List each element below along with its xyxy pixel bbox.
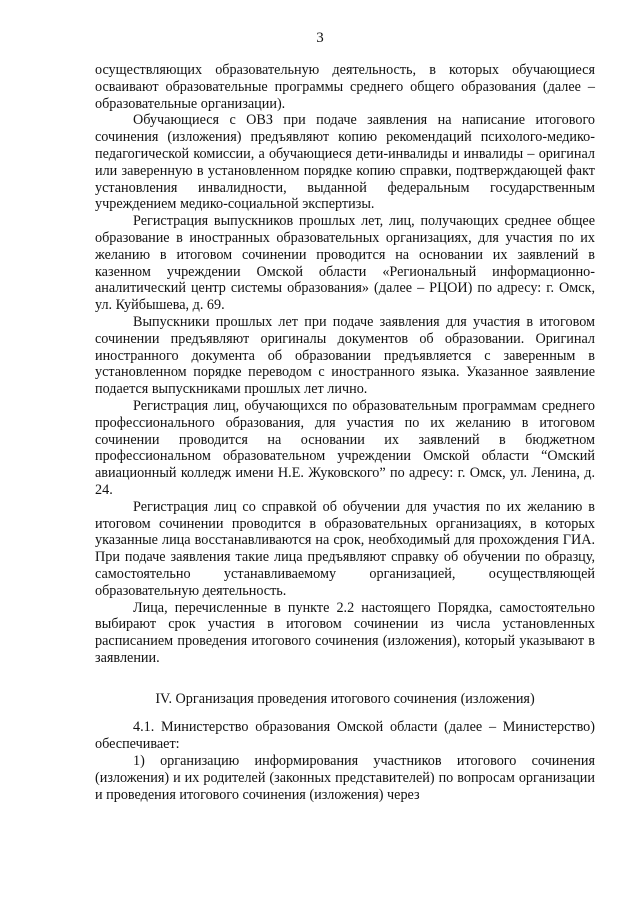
paragraph-spo-registration: Регистрация лиц, обучающихся по образовательным программам среднего профессионального образования, для участия по их желанию в итоговом сочинении проводится на основании их заявлений в бюджетном профессиональном образовательном учреждении Омской области “Омский авиационный колледж имени Н.Е. Жуковского” по адресу: г. Омск, ул. Ленина, д. 24.: [95, 397, 595, 498]
paragraph-informing: 1) организацию информирования участников итогового сочинения (изложения) и их родителей (законных представителей) по вопросам организации и проведения итогового сочинения (изложения) через: [95, 753, 595, 803]
paragraph-past-graduates-registration: Регистрация выпускников прошлых лет, лиц, получающих среднее общее образование в иностранных образовательных организациях, для участия по их желанию в итоговом сочинении проводится на основании их заявлений в казенном учреждении Омской области «Региональный информационно-аналитический центр системы образования» (далее – РЦОИ) по адресу: г. Омск, ул. Куйбышева, д. 69.: [95, 213, 595, 314]
paragraph-ovz-documents: Обучающиеся с ОВЗ при подаче заявления на написание итогового сочинения (изложения) предъявляют копию рекомендаций психолого-медико-педагогической комиссии, а обучающиеся дети-инвалиды и инвалиды – оригинал или заверенную в установленном порядке копию справки, подтверждающей факт установления инвалидности, выданной федеральным государственным учреждением медико-социальной экспертизы.: [95, 112, 595, 213]
document-body: [95, 62, 595, 803]
paragraph-ministry-provides: 4.1. Министерство образования Омской области (далее – Министерство) обеспечивает:: [95, 719, 595, 753]
section-spacer: [95, 667, 595, 679]
section-heading: IV. Организация проведения итогового сочинения (изложения): [155, 690, 535, 707]
paragraph-certificate-holders: Регистрация лиц со справкой об обучении для участия по их желанию в итоговом сочинении проводится в образовательных организациях, в которых указанные лица восстанавливаются на срок, необходимый для прохождения ГИА. При подаче заявления такие лица предъявляют справку об обучении по образцу, самостоятельно устанавливаемому организацией, осуществляющей образовательную деятельность.: [95, 498, 595, 599]
paragraph-continuation: осуществляющих образовательную деятельность, в которых обучающиеся осваивают образовательные программы среднего общего образования (далее – образовательные организации).: [95, 62, 595, 112]
paragraph-past-graduates-documents: Выпускники прошлых лет при подаче заявления для участия в итоговом сочинении предъявляют оригиналы документов об образовании. Оригинал иностранного документа об образовании предъявляется с заверенным в установленном порядке переводом с иностранного языка. Указанное заявление подается выпускниками прошлых лет лично.: [95, 313, 595, 398]
section-spacer: [95, 707, 595, 719]
paragraph-term-selection: Лица, перечисленные в пункте 2.2 настоящего Порядка, самостоятельно выбирают срок участия в итоговом сочинении из числа установленных расписанием проведения итогового сочинения (изложения), который указывают в заявлении.: [95, 599, 595, 666]
page-number: 3: [316, 30, 324, 46]
